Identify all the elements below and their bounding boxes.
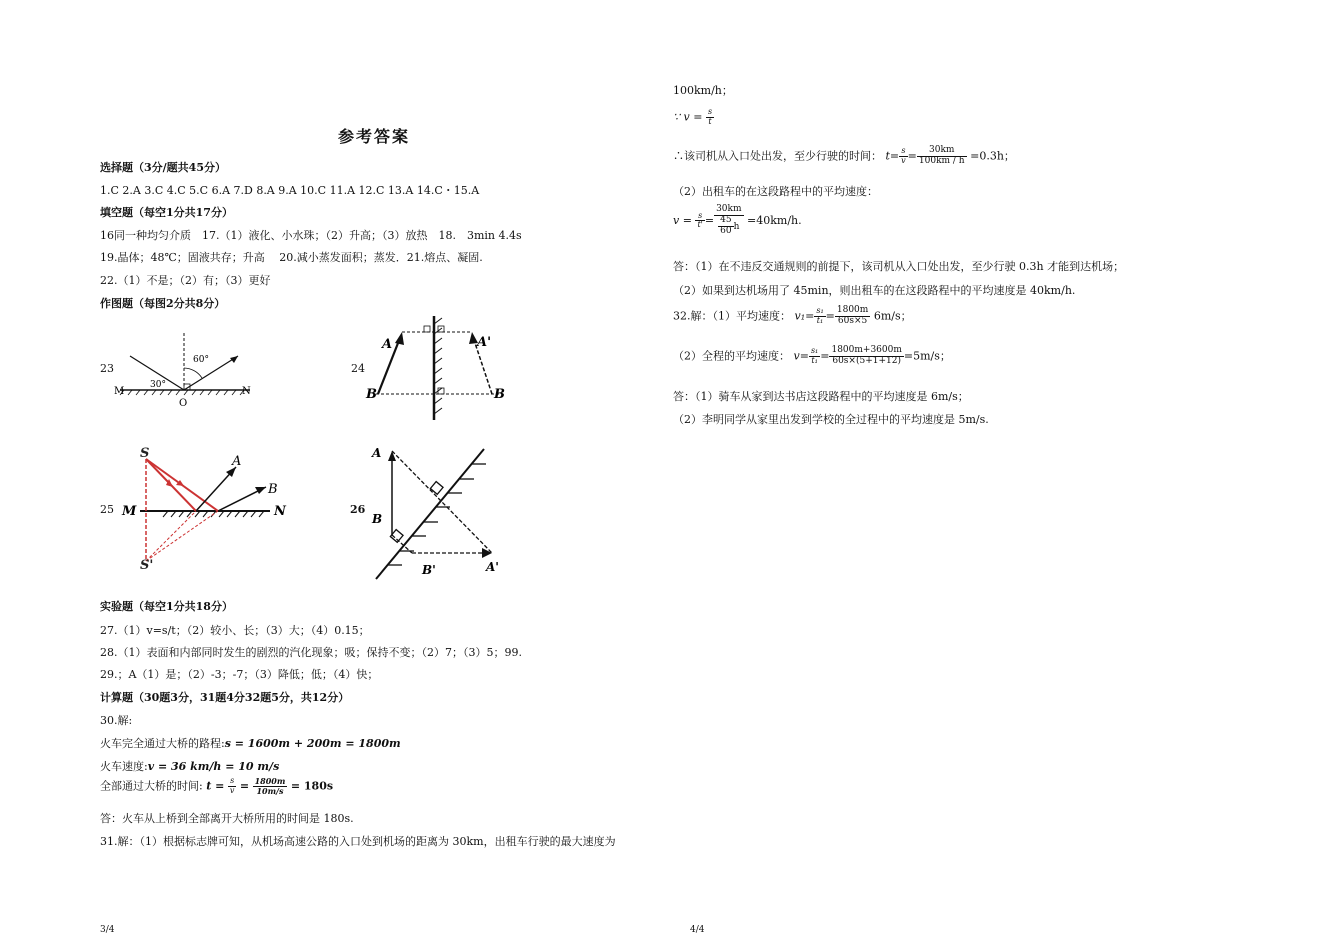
section-fill-heading: 填空题（每空1分共17分）: [100, 206, 233, 219]
calc31-answer-1: 答：（1）在不违反交通规则的前提下，该司机从入口处出发，至少行驶 0.3h 才能到达机场；: [673, 260, 1125, 273]
calc30-heading: 30.解:: [100, 714, 133, 727]
calc30-distance-formula: s = 1600m + 200m = 1800m: [224, 737, 401, 750]
fill-answers-line-1: 16同一种均匀介质 17.（1）液化、小水珠；（2）升高；（3）放热 18. 3min 4.4s: [100, 229, 522, 242]
calc30-fraction-sv: $\frac{s}{v}$: [229, 776, 235, 795]
fig26-label-A-prime: A': [486, 560, 499, 574]
calc30-time-symbol: t =: [206, 779, 225, 793]
fig25-label-B: B: [268, 482, 278, 497]
calc31-fraction-sv: $\frac{s}{v}$: [901, 146, 906, 165]
fig23-number: 23: [100, 362, 114, 375]
fig23-reflection-diagram: [110, 328, 260, 408]
section-calc-heading: 计算题（30题3分，31题4分32题5分，共12分）: [100, 691, 350, 704]
calc32-part2-line: （2）全程的平均速度： v= $\frac{\text{s₁}}{\text{t₁}}$ = $\frac{1800m+3600m}{60s\times(5+1+12)}$ =5m/s；: [673, 345, 951, 366]
page-number-left: 3/4: [100, 925, 115, 935]
calc31-fraction-speed-values: 30km $\frac{45}{60}$ h: [716, 204, 742, 236]
experiment-answer-29: 29.；A（1）是；（2）-3；-7；（3）降低；低；（4）快；: [100, 668, 379, 681]
choice-answers: 1.C 2.A 3.C 4.C 5.C 6.A 7.D 8.A 9.A 10.C 11.A 12.C 13.A 14.C・15.A: [100, 184, 480, 197]
fig23-label-M: M: [114, 386, 125, 397]
page-number-right: 4/4: [690, 925, 705, 935]
fig25-label-N: N: [274, 504, 286, 519]
fig25-label-S: S: [140, 446, 150, 461]
calc32-part1-label: 32.解：（1）平均速度：: [673, 309, 791, 323]
calc32-fraction-part2-values: $\frac{1800m+3600m}{60s\times(5+1+12)}$: [831, 345, 902, 366]
experiment-answer-27: 27.（1）v=s/t；（2）较小、长；（3）大；（4）0.15；: [100, 624, 370, 637]
calc30-speed-formula: v = 36 km/h = 10 m/s: [147, 760, 280, 773]
experiment-answer-28: 28.（1）表面和内部同时发生的剧烈的汽化现象；吸；保持不变；（2）7；（3）5；99.: [100, 646, 522, 659]
fill-answers-line-3: 22.（1）不是；（2）有；（3）更好: [100, 274, 271, 287]
fig26-number: 26: [350, 503, 366, 516]
fig25-label-M: M: [122, 504, 137, 519]
calc32-part2-label: （2）全程的平均速度：: [673, 349, 790, 363]
calc31-because-symbol: ∵ v =: [673, 110, 703, 124]
section-draw-heading: 作图题（每图2分共8分）: [100, 297, 226, 310]
calc31-avg-speed-result: =40km/h.: [747, 213, 802, 227]
calc31-part2-heading: （2）出租车的在这段路程中的平均速度：: [673, 185, 878, 198]
section-experiment-heading: 实验题（每空1分共18分）: [100, 600, 233, 613]
fig26-label-B-prime: B': [422, 563, 436, 577]
fig24-number: 24: [351, 362, 365, 375]
calc30-time-line: 全部通过大桥的时间: t = $\frac{s}{v}$ = $\frac{1800m}{10m/s}$ = 180s: [100, 776, 334, 796]
calc30-time-result: = 180s: [290, 779, 334, 793]
section-choice-heading: 选择题（3分/题共45分）: [100, 161, 226, 174]
fig24-label-A-prime: A': [477, 335, 492, 350]
page-title: 参考答案: [338, 127, 411, 146]
fig26-label-B: B: [372, 512, 383, 526]
calc31-intro: 31.解：（1）根据标志牌可知，从机场高速公路的入口处到机场的距离为 30km，出租车行驶的最大速度为: [100, 835, 616, 848]
calc31-time-result: =0.3h；: [970, 149, 1015, 163]
calc32-answer-2: （2）李明同学从家里出发到学校的全过程中的平均速度是 5m/s.: [673, 413, 989, 426]
calc30-answer: 答：火车从上桥到全部离开大桥所用的时间是 180s.: [100, 812, 354, 825]
calc32-part1-result: 6m/s；: [873, 309, 912, 323]
calc30-distance-label: 火车完全通过大桥的路程:: [100, 737, 225, 750]
fig25-label-S-prime: S': [140, 558, 154, 573]
calc31-formula-line: [673, 108, 714, 127]
fig24-label-B: B: [366, 387, 377, 402]
calc31-fraction-st-prime: $\frac{s}{t'}$: [697, 210, 703, 230]
calc30-speed-line: [100, 758, 279, 774]
fig23-angle-30: 30°: [150, 380, 166, 390]
fig25-label-A: A: [232, 454, 242, 469]
calc31-time-label: ∴该司机从入口处出发，至少行驶的时间：: [673, 149, 882, 163]
calc32-answer-1: 答：（1）骑车从家到达书店这段路程中的平均速度是 6m/s；: [673, 390, 969, 403]
calc30-speed-label: 火车速度:: [100, 760, 148, 773]
calc31-fraction-st: $\frac{s}{t}$: [707, 107, 713, 126]
calc31-answer-2: （2）如果到达机场用了 45min，则出租车的在这段路程中的平均速度是 40km/h.: [673, 284, 1076, 297]
fig24-plane-mirror-diagram: [364, 316, 514, 422]
calc31-speed-limit: 100km/h；: [673, 84, 733, 97]
fill-answers-line-2: 19.晶体；48℃；固液共存；升高 20.减小蒸发面积；蒸发．21.熔点、凝固.: [100, 251, 483, 264]
fig26-label-A: A: [372, 446, 382, 460]
fig25-number: 25: [100, 503, 114, 516]
fig23-label-N: N: [242, 386, 251, 397]
fig23-label-O: O: [179, 398, 188, 408]
calc32-fraction-part1-values: $\frac{1800m}{60s\times 5}$: [836, 305, 869, 326]
fig24-label-A: A: [382, 337, 393, 352]
fig25-light-source-diagram: [118, 443, 298, 573]
calc32-fraction-s1t1: $\frac{\text{s₁}}{\text{t₁}}$: [816, 306, 824, 325]
fig23-angle-60: 60°: [193, 355, 209, 365]
calc30-fraction-values: $\frac{1800m}{10m/s}$: [254, 776, 286, 796]
calc32-part2-result: =5m/s；: [903, 349, 951, 363]
calc31-avg-speed-line: v = $\frac{s}{t'}$ = 30km $\frac{45}{60}$ h =40km/h.: [673, 204, 802, 236]
fig24-label-B-prime: B: [494, 387, 505, 402]
calc31-time-line: ∴该司机从入口处出发，至少行驶的时间： t= $\frac{s}{v}$ = $\frac{30km}{100km / h}$ =0.3h；: [673, 145, 1015, 166]
calc30-time-label: 全部通过大桥的时间:: [100, 779, 203, 793]
calc31-fraction-time-values: $\frac{30km}{100km / h}$: [918, 145, 965, 166]
calc32-part1-line: 32.解：（1）平均速度： v₁= $\frac{\text{s₁}}{\text{t₁}}$ = $\frac{1800m}{60s\times 5}$ 6m/s；: [673, 305, 912, 326]
calc32-fraction-s-t: $\frac{\text{s₁}}{\text{t₁}}$: [810, 346, 819, 365]
fig26-inclined-mirror-diagram: [366, 443, 516, 583]
calc30-distance-line: [100, 735, 401, 751]
